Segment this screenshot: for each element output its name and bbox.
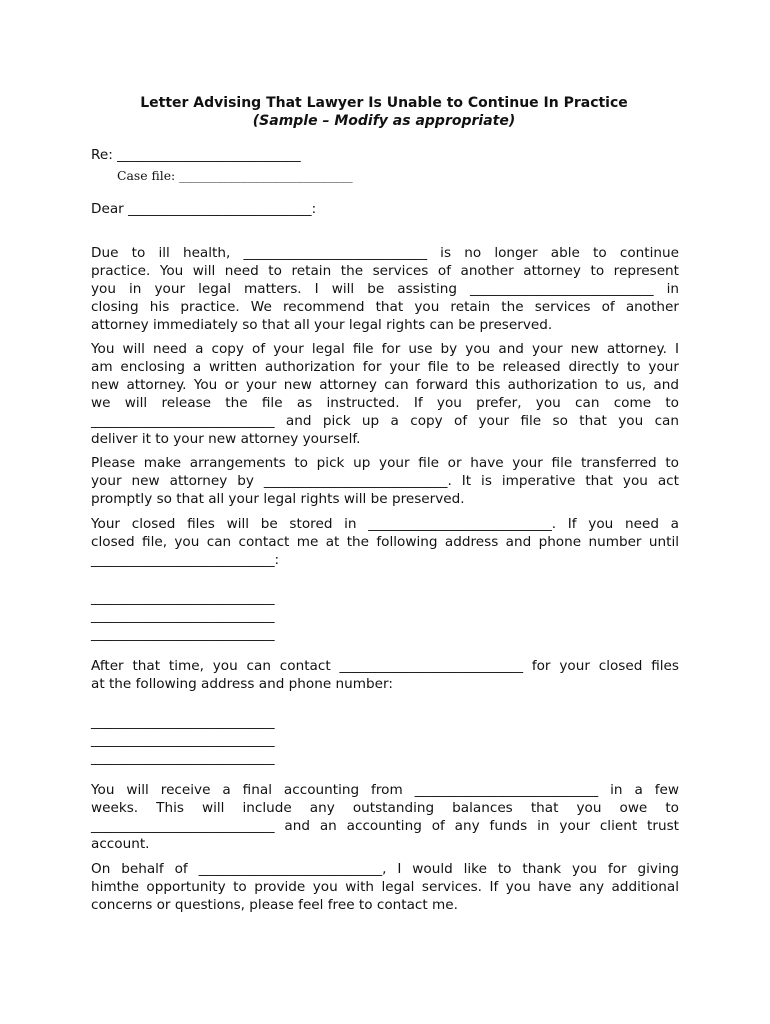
paragraph-line: at the following address and phone number: <box>91 676 393 692</box>
paragraph-line: Due to ill health, ___________________________ is no longer able to continue <box>91 245 679 261</box>
address-line: ___________________________ <box>91 590 275 606</box>
paragraph-line: After that time, you can contact ___________________________ for your closed files <box>91 658 679 674</box>
paragraph-line: deliver it to your new attorney yourself. <box>91 431 361 447</box>
paragraph-closing-thanks <box>91 860 679 914</box>
paragraph-line: attorney immediately so that all your legal rights can be preserved. <box>91 317 553 333</box>
paragraph-line: himthe opportunity to provide you with legal services. If you have any additional <box>91 879 679 895</box>
paragraph-line: you in your legal matters. I will be assisting ___________________________ in <box>91 281 679 297</box>
paragraph-line: closing his practice. We recommend that you retain the services of another <box>91 299 679 315</box>
case-file-line: Case file: ____________________________ <box>117 168 353 183</box>
paragraph-ill-health <box>91 244 679 334</box>
address-line: ___________________________ <box>91 626 275 642</box>
paragraph-line: Please make arrangements to pick up your file or have your file transferred to <box>91 455 679 471</box>
paragraph-line: closed file, you can contact me at the following address and phone number until <box>91 534 679 550</box>
paragraph-line: On behalf of ___________________________, I would like to thank you for giving <box>91 861 679 877</box>
re-line: Re: ___________________________ <box>91 147 301 163</box>
paragraph-final-accounting <box>91 781 679 853</box>
paragraph-line: ___________________________ and an accounting of any funds in your client trust <box>91 818 679 834</box>
paragraph-after-that-time <box>91 657 679 693</box>
address-line: ___________________________ <box>91 750 275 766</box>
paragraph-line: concerns or questions, please feel free to contact me. <box>91 897 458 913</box>
address-line: ___________________________ <box>91 714 275 730</box>
paragraph-legal-file <box>91 340 679 448</box>
document-subtitle: (Sample – Modify as appropriate) <box>252 113 516 129</box>
paragraph-line: new attorney. You or your new attorney can forward this authorization to us, and <box>91 377 679 393</box>
paragraph-line: You will need a copy of your legal file for use by you and your new attorney. I <box>91 341 679 357</box>
paragraph-line: You will receive a final accounting from ___________________________ in a few <box>91 782 679 798</box>
paragraph-line: account. <box>91 836 150 852</box>
paragraph-line: Your closed files will be stored in ___________________________. If you need a <box>91 516 679 532</box>
paragraph-arrangements <box>91 454 679 508</box>
salutation: Dear ___________________________: <box>91 201 317 217</box>
address-line: ___________________________ <box>91 608 275 624</box>
paragraph-line: practice. You will need to retain the services of another attorney to represent <box>91 263 679 279</box>
paragraph-line: ___________________________: <box>91 552 280 568</box>
paragraph-line: your new attorney by ___________________________. It is imperative that you act <box>91 473 679 489</box>
paragraph-closed-files <box>91 515 679 569</box>
paragraph-line: we will release the file as instructed. If you prefer, you can come to <box>91 395 679 411</box>
paragraph-line: weeks. This will include any outstanding balances that you owe to <box>91 800 679 816</box>
document-title: Letter Advising That Lawyer Is Unable to Continue In Practice <box>140 95 628 111</box>
paragraph-line: ___________________________ and pick up a copy of your file so that you can <box>91 413 679 429</box>
address-line: ___________________________ <box>91 732 275 748</box>
paragraph-line: am enclosing a written authorization for your file to be released directly to your <box>91 359 679 375</box>
paragraph-line: promptly so that all your legal rights will be preserved. <box>91 491 465 507</box>
